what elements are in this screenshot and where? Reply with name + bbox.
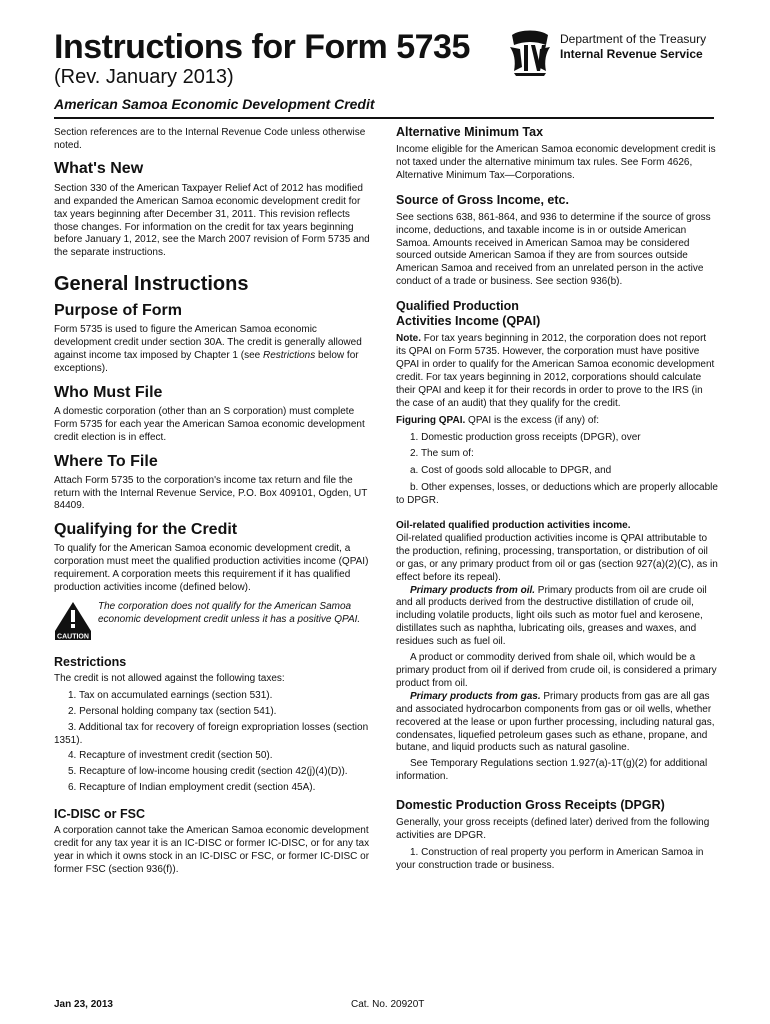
who-must-file-heading: Who Must File	[54, 383, 163, 401]
oil-related-heading: Oil-related qualified production activities income.	[396, 520, 631, 532]
general-instructions-heading: General Instructions	[54, 273, 249, 296]
source-heading: Source of Gross Income, etc.	[396, 192, 569, 207]
temp-regs-text: See Temporary Regulations section 1.927(a)-1T(g)(2) for additional information.	[396, 758, 708, 783]
figuring-list	[396, 432, 718, 509]
caution-box	[54, 601, 376, 641]
list-item: 1. Domestic production gross receipts (DPGR), over	[410, 431, 641, 443]
dpgr-item-1: 1. Construction of real property you perform in American Samoa in your construction trade or business.	[396, 846, 704, 871]
list-item: 3. Additional tax for recovery of foreign expropriation losses (section 1351).	[54, 721, 369, 746]
left-column	[54, 125, 376, 877]
where-to-file-heading: Where To File	[54, 452, 158, 470]
who-must-file-text: A domestic corporation (other than an S corporation) must complete Form 5735 for each year the American Samoa economic development credit election is in effect.	[54, 405, 365, 443]
qualifying-heading: Qualifying for the Credit	[54, 521, 238, 539]
qualifying-text: To qualify for the American Samoa economic development credit, a corporation must meet the qualified production activities income (QPAI) requirement. A corporation meets this requirement if it has qualified production activities income (defined below).	[54, 543, 369, 594]
list-item: 1. Tax on accumulated earnings (section 531).	[68, 689, 273, 701]
dpgr-heading: Domestic Production Gross Receipts (DPGR)	[396, 798, 665, 813]
list-item: 6. Recapture of Indian employment credit (section 45A).	[68, 782, 316, 794]
list-item: 2. The sum of:	[410, 448, 474, 460]
agency-department: Department of the Treasury	[560, 32, 707, 46]
amt-heading: Alternative Minimum Tax	[396, 125, 544, 139]
where-to-file-text: Attach Form 5735 to the corporation's income tax return and file the return with the Internal Revenue Service, P.O. Box 409101, Ogden, UT 84409.	[54, 474, 368, 512]
oil-related-text: Oil-related qualified production activities income is QPAI attributable to the production, refining, processing, transportation, or distribution of oil or gas, or any primary product from oil or gas (section 927(a)(2)(C), as in effect before its repeal).	[396, 532, 718, 583]
list-item: 2. Personal holding company tax (section 541).	[68, 705, 277, 717]
amt-text: Income eligible for the American Samoa economic development credit is not taxed under the alternative minimum tax rules. See Form 4626, Alternative Minimum Tax—Corporations.	[396, 144, 716, 181]
restrictions-list	[54, 690, 376, 795]
qpai-note: Note. For tax years beginning in 2012, the corporation does not report its QPAI on Form 5735. However, the corporation must have positive QPAI in order to qualify for the American Samoa economic development credit. For tax years beginning in 2012, corporations should calculate their QPAI and keep it for their records in order to prove to the IRS (in the case of an audit) that they qualify for the credit.	[396, 333, 715, 409]
header-rule	[54, 117, 714, 119]
list-item: b. Other expenses, losses, or deductions which are properly allocable to DPGR.	[396, 482, 718, 507]
figuring-qpai: Figuring QPAI. QPAI is the excess (if any) of:	[396, 414, 600, 426]
restrictions-heading: Restrictions	[54, 654, 127, 669]
caution-label: CAUTION	[57, 633, 89, 641]
page-title: Instructions for Form 5735	[54, 28, 470, 66]
caution-icon	[54, 601, 92, 641]
icdisc-heading: IC-DISC or FSC	[54, 807, 145, 822]
agency-irs: Internal Revenue Service	[560, 47, 703, 61]
irs-eagle-logo-icon	[506, 27, 554, 77]
source-text: See sections 638, 861-864, and 936 to determine if the source of gross income, deductions, and taxable income is in or outside American Samoa. Amounts received in American Samoa may be considered sourced outside American Samoa if they are from sources outside American Samoa and received from an unrelated person in the active conduct of a trade or business. See section 936(b).	[396, 211, 711, 288]
caution-text: The corporation does not qualify for the American Samoa economic development credit unless it has a positive QPAI.	[98, 600, 361, 625]
primary-oil-text: Primary products from oil. Primary products from oil are crude oil and all products derived from the destructive distillation of crude oil, including volatile products, light oils such as motor fuel and kerosene, distillates such as naphtha, lubricating oils, greases and waxes, and residues such as fuel oil.	[396, 584, 707, 648]
purpose-text: Form 5735 is used to figure the American Samoa economic development credit under section 30A. The credit is generally allowed against income tax imposed by Chapter 1 (see Restrictions below for exceptions).	[54, 324, 362, 374]
purpose-heading: Purpose of Form	[54, 302, 183, 320]
qpai-heading: Qualified Production Activities Income (QPAI)	[396, 299, 541, 329]
whats-new-text: Section 330 of the American Taxpayer Relief Act of 2012 has modified and expanded the American Samoa economic development credit for tax years beginning after December 31, 2011. This revision reflects those changes. For information on the credit for tax years beginning before January 1, 2012, see the March 2007 revision of Form 5735 and the separate instructions.	[54, 182, 370, 259]
restrictions-intro: The credit is not allowed against the following taxes:	[54, 672, 285, 684]
catalog-number: Cat. No. 20920T	[351, 999, 425, 1010]
right-column	[396, 125, 718, 873]
intro-text: Section references are to the Internal Revenue Code unless otherwise noted.	[54, 127, 366, 151]
form-subtitle: American Samoa Economic Development Credit	[54, 96, 375, 112]
whats-new-heading: What's New	[54, 159, 144, 177]
list-item: 5. Recapture of low-income housing credit (section 42(j)(4)(D)).	[68, 766, 348, 778]
restrictions-reference: Restrictions	[263, 350, 316, 362]
list-item: 4. Recapture of investment credit (section 50).	[68, 750, 273, 762]
shale-oil-text: A product or commodity derived from shale oil, which would be a primary product from oil if derived from crude oil, is considered a primary product from oil.	[396, 652, 717, 689]
dpgr-text: Generally, your gross receipts (defined later) derived from the following activities are DPGR.	[396, 817, 710, 842]
agency-block	[560, 32, 706, 62]
primary-gas-text: Primary products from gas. Primary products from gas are all gas and associated hydrocarbon components from gas or oil wells, whether recovered at the lease or upon further processing, including natural gas, condensates, liquefied petroleum gases such as ethane, propane, and butane, and liquid products such as natural gasoline.	[396, 690, 715, 754]
icdisc-text: A corporation cannot take the American Samoa economic development credit for any tax year it is an IC-DISC or former IC-DISC, or for any tax year in which it owns stock in an IC-DISC or FSC, or former IC-DISC or former FSC (section 936(f)).	[54, 825, 370, 875]
footer-date: Jan 23, 2013	[54, 999, 113, 1010]
revision-date: (Rev. January 2013)	[54, 66, 234, 88]
list-item: a. Cost of goods sold allocable to DPGR, and	[410, 465, 612, 477]
